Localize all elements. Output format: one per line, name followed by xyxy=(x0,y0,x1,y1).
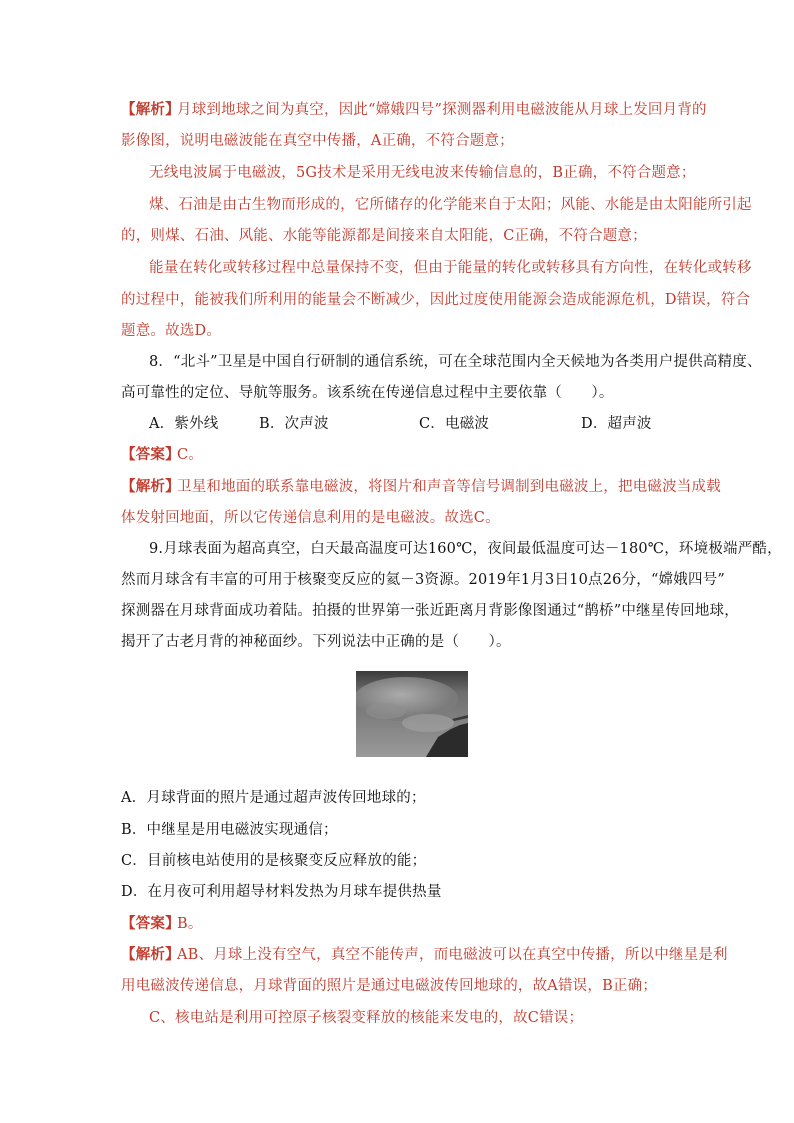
answer-8 xyxy=(0,444,794,466)
analysis-line-8 xyxy=(0,320,794,342)
analysis-line-2 xyxy=(0,130,794,152)
question-text: 探测器在月球背面成功着陆。拍摄的世界第一张近距离月背影像图通过“鹊桥”中继星传回地球， xyxy=(121,603,739,619)
analysis-text: 月球到地球之间为真空，因此“嫦娥四号”探测器利用电磁波能从月球上发回月背的 xyxy=(177,102,707,118)
option-text: B．中继星是用电磁波实现通信； xyxy=(121,822,338,838)
answer-value: B。 xyxy=(177,916,203,932)
analysis-text: AB、月球上没有空气，真空不能传声，而电磁波可以在真空中传播，所以中继星是利 xyxy=(177,947,728,963)
analysis-9-line-3 xyxy=(0,1007,794,1029)
option-9-d xyxy=(0,881,794,903)
question-9-line-2 xyxy=(0,569,794,591)
question-text: 8．“北斗”卫星是中国自行研制的通信系统，可在全球范围内全天候地为各类用户提供高精度、 xyxy=(149,354,762,370)
question-text: 9.月球表面为超高真空，白天最高温度可达160℃，夜间最低温度可达－180℃，环境极端严酷， xyxy=(149,541,782,557)
analysis-line-3 xyxy=(0,162,794,184)
question-text: 然而月球含有丰富的可用于核聚变反应的氦－3资源。2019年1月3日10点26分，“嫦娥四号” xyxy=(121,572,726,588)
analysis-tag: 【解析】 xyxy=(121,946,180,963)
question-text: 高可靠性的定位、导航等服务。该系统在传递信息过程中主要依靠（ ）。 xyxy=(121,385,614,401)
question-9-line-4 xyxy=(0,631,794,653)
analysis-line-5 xyxy=(0,225,794,247)
question-8-line-2 xyxy=(0,382,794,404)
analysis-text: 体发射回地面，所以它传递信息利用的是电磁波。故选C。 xyxy=(121,510,500,526)
moon-surface-photo xyxy=(356,671,468,757)
analysis-text: 题意。故选D。 xyxy=(121,323,222,339)
answer-tag: 【答案】 xyxy=(121,915,180,932)
analysis-text: 的过程中，能被我们所利用的能量会不断减少，因此过度使用能源会造成能源危机，D错误，符合 xyxy=(121,292,751,308)
question-9-line-1 xyxy=(0,538,794,560)
analysis-8-line-1 xyxy=(0,476,794,498)
option-a: A．紫外线 xyxy=(149,416,219,432)
analysis-8-line-2 xyxy=(0,507,794,529)
answer-tag: 【答案】 xyxy=(121,446,180,463)
option-9-c xyxy=(0,850,794,872)
question-9-line-3 xyxy=(0,600,794,622)
analysis-text: 的，则煤、石油、风能、水能等能源都是间接来自太阳能，C正确，不符合题意； xyxy=(121,228,647,244)
analysis-text: 能量在转化或转移过程中总量保持不变，但由于能量的转化或转移具有方向性，在转化或转移 xyxy=(149,260,752,276)
question-8-line-1 xyxy=(0,351,794,373)
analysis-line-4 xyxy=(0,194,794,216)
option-c: C．电磁波 xyxy=(419,416,490,432)
analysis-tag: 【解析】 xyxy=(121,478,180,495)
option-text: D．在月夜可利用超导材料发热为月球车提供热量 xyxy=(121,884,442,900)
option-b: B．次声波 xyxy=(259,416,329,432)
analysis-line-1 xyxy=(0,99,794,121)
option-9-b xyxy=(0,819,794,841)
analysis-text: 用电磁波传递信息，月球背面的照片是通过电磁波传回地球的，故A错误，B正确； xyxy=(121,978,658,994)
analysis-text: 卫星和地面的联系靠电磁波，将图片和声音等信号调制到电磁波上，把电磁波当成载 xyxy=(177,479,721,495)
analysis-text: C、核电站是利用可控原子核裂变释放的核能来发电的，故C错误； xyxy=(149,1010,584,1026)
analysis-text: 无线电波属于电磁波，5G技术是采用无线电波来传输信息的，B正确，不符合题意； xyxy=(149,165,696,181)
answer-9 xyxy=(0,913,794,935)
analysis-text: 煤、石油是由古生物而形成的，它所储存的化学能来自于太阳；风能、水能是由太阳能所引起 xyxy=(149,197,752,213)
analysis-9-line-1 xyxy=(0,944,794,966)
analysis-tag: 【解析】 xyxy=(121,101,180,118)
option-d: D．超声波 xyxy=(581,416,652,432)
analysis-line-7 xyxy=(0,289,794,311)
option-text: A．月球背面的照片是通过超声波传回地球的； xyxy=(121,790,426,806)
option-9-a xyxy=(0,787,794,809)
analysis-line-6 xyxy=(0,257,794,279)
answer-value: C。 xyxy=(177,447,203,463)
option-text: C．目前核电站使用的是核聚变反应释放的能； xyxy=(121,853,427,869)
analysis-text: 影像图，说明电磁波能在真空中传播，A正确，不符合题意； xyxy=(121,133,514,149)
question-text: 揭开了古老月背的神秘面纱。下列说法中正确的是（ ）。 xyxy=(121,634,511,650)
analysis-9-line-2 xyxy=(0,975,794,997)
question-8-options xyxy=(0,413,794,435)
